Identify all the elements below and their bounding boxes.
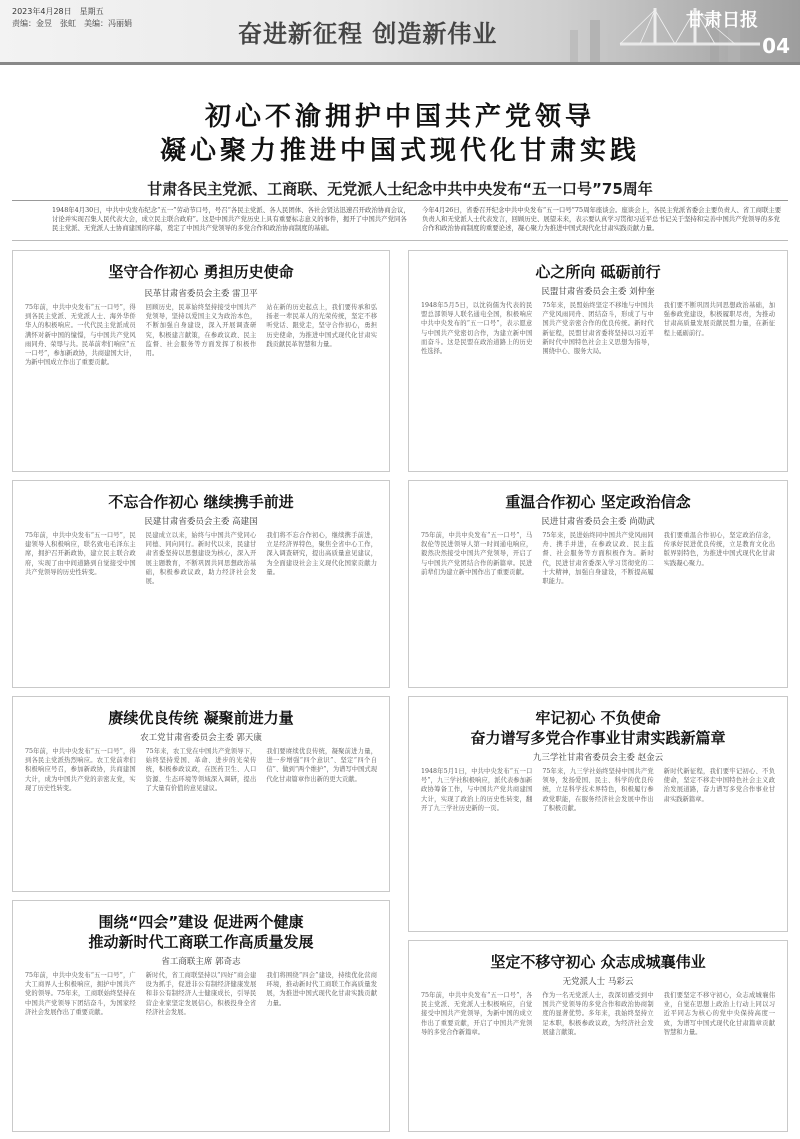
article-column: 民建成立以来，始终与中国共产党同心同德、同向同行。新时代以来，民建甘肃省委坚持以思想建设为核心，深入开展主题教育，不断巩固共同思想政治基础，积极参政议政，助力经济社会发展。 [145, 532, 257, 586]
article-title: 赓续优良传统 凝聚前进力量 [108, 709, 294, 727]
lead-paragraph-right: 今年4月26日，省委召开纪念中共中央发布“五一口号”75周年座谈会。座谈会上，各民主党派省委会主要负责人、省工商联主要负责人和无党派人士代表发言，回顾历史、展望未来，表示要认真学习贯彻习近平总书记关于坚持和完善中国共产党领导的多党合作和政治协商制度的重要论述，凝心聚力为推进中国式现代化甘肃实践贡献力量。 [422, 206, 782, 232]
main-headline-line2: 凝心聚力推进中国式现代化甘肃实践 [159, 136, 640, 166]
article-column: 站在新的历史起点上，我们要传承和弘扬老一辈民革人的光荣传统，坚定不移听党话、跟党走，坚守合作初心，勇担历史使命，为推进中国式现代化甘肃实践贡献民革智慧和力量。 [266, 304, 378, 348]
article-minjian [12, 480, 390, 688]
article-column: 我们要坚定不移守初心，众志成城襄伟业，自觉在思想上政治上行动上同以习近平同志为核心的党中央保持高度一致，为谱写中国式现代化甘肃篇章贡献智慧和力量。 [663, 992, 775, 1036]
article-jiusan [408, 696, 788, 932]
lead-paragraph-left: 1948年4月30日，中共中央发布纪念“五一”劳动节口号，号召“各民主党派、各人民团体、各社会贤达迅速召开政治协商会议，讨论并实现召集人民代表大会，成立民主联合政府”。这是中国共产党历史上具有重要标志意义的事件，揭开了中国共产党同各民主党派、无党派人士协商建国的序幕，奠定了中国共产党领导的多党合作和政治协商制度的基础。 [52, 206, 410, 232]
article-column: 75年前，中共中央发布“五一口号”，民建领导人积极响应，联名致电毛泽东主席，拥护召开新政协，建立民主联合政府，实现了由中间道路到自觉接受中国共产党领导的历史性转变。 [25, 532, 136, 576]
article-column: 新时代新征程，我们要牢记初心、不负使命，坚定不移走中国特色社会主义政治发展道路，奋力谱写多党合作事业甘肃实践新篇章。 [663, 768, 775, 803]
masthead-rule [0, 62, 800, 65]
article-column: 75年前，中共中央发布“五一口号”，得到各民主党派热烈响应。农工党前辈们积极响应号召，参加新政协，共商建国大计，成为中国共产党的亲密友党，实现了历史性转变。 [25, 748, 136, 792]
article-column: 75年前，中共中央发布“五一口号”，各民主党派、无党派人士积极响应，自觉接受中国共产党领导，为新中国的成立作出了重要贡献，开启了中国共产党领导的多党合作新篇章。 [421, 992, 533, 1036]
article-wudangpai [408, 940, 788, 1132]
article-column: 1948年5月5日，以沈钧儒为代表的民盟总部领导人联名通电全国，积极响应中共中央发布的“五一口号”，表示愿意与中国共产党密切合作，为建立新中国而奋斗。这是民盟在政治道路上的历史性选择。 [421, 302, 533, 356]
newspaper-brand: 甘肃日报 [686, 10, 758, 31]
main-subheadline: 甘肃各民主党派、工商联、无党派人士纪念中共中央发布“五一口号”75周年 [147, 180, 653, 198]
article-author: 民建甘肃省委员会主委 高建国 [144, 517, 258, 527]
article-title: 牢记初心 不负使命 [535, 709, 661, 727]
article-author: 民进甘肃省委员会主委 尚勋武 [541, 517, 655, 527]
article-column: 75年前，中共中央发布“五一口号”，得到各民主党派、无党派人士、海外华侨华人的积极响应。一代代民主党派成员满怀对新中国的憧憬，与中国共产党风雨同舟、荣辱与共。民革前辈们响应“五一口号”，参加新政协，共商建国大计，为新中国成立作出了重要贡献。 [25, 304, 136, 367]
section-slogan: 奋进新征程 创造新伟业 [238, 20, 498, 48]
article-column: 回顾历史，民革始终坚持接受中国共产党领导，坚持以爱国主义为政治本色，不断加强自身建设，深入开展调查研究，积极建言献策，在参政议政、民主监督、社会服务等方面发挥了积极作用。 [145, 304, 257, 358]
article-title: 围绕“四会”建设 促进两个健康 [98, 913, 304, 931]
article-author: 农工党甘肃省委员会主委 郭天康 [140, 733, 262, 743]
article-column: 作为一名无党派人士，我深切感受到中国共产党领导的多党合作和政治协商制度的显著优势。多年来，我始终坚持立足本职，积极参政议政，为经济社会发展建言献策。 [542, 992, 654, 1036]
main-headline-line1: 初心不渝拥护中国共产党领导 [204, 102, 595, 132]
article-column: 我们要不断巩固共同思想政治基础，加强参政党建设，积极履职尽责，为推动甘肃高质量发展贡献民盟力量，在新征程上砥砺前行。 [663, 302, 775, 337]
article-column: 75年来，民进始终同中国共产党风雨同舟、携手并进，在参政议政、民主监督、社会服务等方面积极作为。新时代，民进甘肃省委深入学习贯彻党的二十大精神，加强自身建设，不断提高履职能力。 [542, 532, 654, 586]
article-author: 民革甘肃省委员会主委 雷卫平 [144, 289, 258, 299]
article-author: 九三学社甘肃省委员会主委 赵金云 [532, 753, 664, 763]
article-title: 不忘合作初心 继续携手前进 [108, 493, 294, 511]
article-column: 我们要重温合作初心，坚定政治信念，传承好民进优良传统，立足教育文化出版界别特色，为推进中国式现代化甘肃实践凝心聚力。 [663, 532, 775, 567]
article-column: 我们将不忘合作初心，继续携手前进，立足经济界特色，聚焦全省中心工作，深入调查研究，提出高质量意见建议，为全面建设社会主义现代化国家贡献力量。 [266, 532, 378, 576]
article-column: 新时代，省工商联坚持以“四好”商会建设为抓手，促进非公有制经济健康发展和非公有制经济人士健康成长，引导民营企业家坚定发展信心，积极投身全省经济社会发展。 [145, 972, 257, 1016]
masthead [0, 0, 800, 62]
article-author: 无党派人士 马彩云 [562, 977, 634, 987]
article-column: 我们要赓续优良传统，凝聚前进力量，进一步增强“四个意识”、坚定“四个自信”、做到“两个维护”，为谱写中国式现代化甘肃篇章作出新的更大贡献。 [266, 748, 378, 783]
editor-credits: 责编：金昱 张虹 美编：冯丽娟 [12, 19, 132, 28]
section-divider [12, 240, 788, 241]
article-nonggong [12, 696, 390, 892]
issue-date: 2023年4月28日 [12, 7, 72, 16]
article-column: 75年前，中共中央发布“五一口号”，马叙伦等民进领导人第一时间通电响应，毅然决然接受中国共产党领导，开启了与中国共产党团结合作的新篇章。民进前辈们为建立新中国作出了重要贡献。 [421, 532, 533, 576]
article-column: 1948年5月1日，中共中央发布“五一口号”，九三学社积极响应，派代表参加新政协筹备工作，与中国共产党共商建国大计，实现了政治上的历史性转变，翻开了九三学社历史新的一页。 [421, 768, 533, 812]
article-title: 坚守合作初心 勇担历史使命 [108, 263, 294, 281]
article-author: 民盟甘肃省委员会主委 刘仲奎 [541, 287, 655, 297]
article-gongshanglian [12, 900, 390, 1132]
article-column: 75年前，中共中央发布“五一口号”，广大工商界人士积极响应，拥护中国共产党的领导。75年来，工商联始终坚持在中国共产党领导下团结奋斗，为国家经济社会发展作出了重要贡献。 [25, 972, 136, 1016]
article-minjin [408, 480, 788, 688]
article-minge [12, 250, 390, 472]
article-title-line2: 推动新时代工商联工作高质量发展 [88, 933, 314, 951]
article-minmeng [408, 250, 788, 472]
article-title: 重温合作初心 坚定政治信念 [505, 493, 691, 511]
article-title: 心之所向 砥砺前行 [535, 263, 661, 281]
article-author: 省工商联主席 郭奇志 [161, 957, 241, 967]
article-column: 75年来，农工党在中国共产党领导下，始终坚持爱国、革命、进步的光荣传统，积极参政议政，在医药卫生、人口资源、生态环境等领域深入调研，提出了大量有价值的意见建议。 [145, 748, 257, 792]
issue-weekday: 星期五 [79, 7, 104, 16]
page-number: 04 [762, 34, 790, 58]
article-title: 坚定不移守初心 众志成城襄伟业 [490, 953, 706, 971]
lead-divider [12, 200, 788, 201]
article-title-line2: 奋力谱写多党合作事业甘肃实践新篇章 [470, 729, 726, 747]
article-column: 75年来，九三学社始终坚持中国共产党领导，发扬爱国、民主、科学的优良传统，立足科学技术界特色，积极履行参政党职能，在服务经济社会发展中作出了积极贡献。 [542, 768, 654, 812]
masthead-meta [12, 6, 132, 30]
article-column: 我们将围绕“四会”建设，持续优化营商环境，推动新时代工商联工作高质量发展，为推进中国式现代化甘肃实践贡献力量。 [266, 972, 378, 1007]
article-column: 75年来，民盟始终坚定不移地与中国共产党风雨同舟、团结奋斗，形成了与中国共产党亲密合作的优良传统。新时代新征程，民盟甘肃省委将坚持以习近平新时代中国特色社会主义思想为指导，围绕中心、服务大局。 [542, 302, 654, 356]
